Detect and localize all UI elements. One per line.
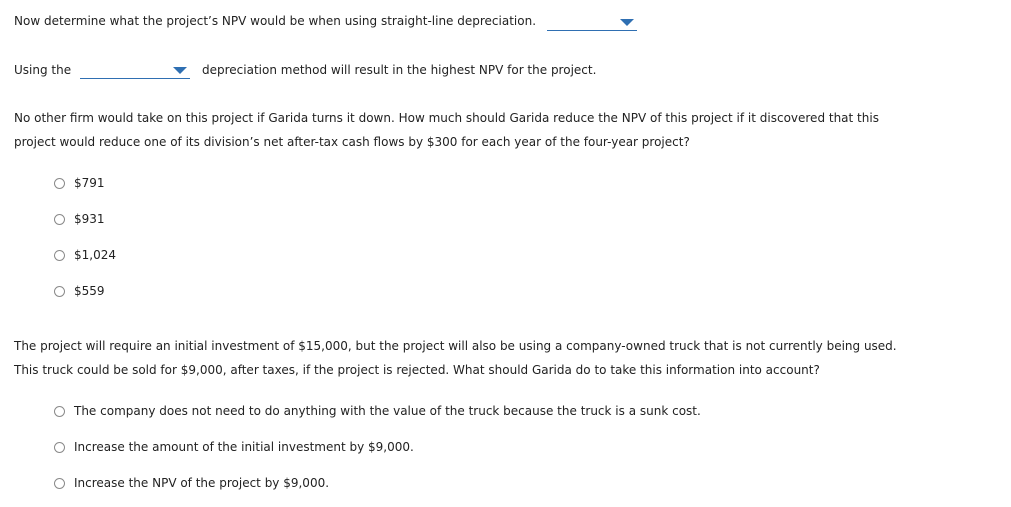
option-label: Increase the NPV of the project by $9,000. xyxy=(74,476,330,490)
q3-option-2[interactable] xyxy=(54,211,105,227)
option-label: $931 xyxy=(74,212,105,226)
option-label: $559 xyxy=(74,284,105,298)
radio-button[interactable] xyxy=(54,406,65,417)
npv-straight-line-dropdown[interactable] xyxy=(547,14,637,31)
q4-option-2[interactable] xyxy=(54,439,414,455)
q4-prompt-line2: This truck could be sold for $9,000, after taxes, if the project is rejected. What should Garida do to take this information into account? xyxy=(14,363,820,377)
option-label: $791 xyxy=(74,176,105,190)
radio-button[interactable] xyxy=(54,178,65,189)
q2-prefix: Using the xyxy=(14,63,72,77)
q3-prompt-line2: project would reduce one of its division’s net after-tax cash flows by $300 for each year of the four-year project? xyxy=(14,135,690,149)
q3-option-4[interactable] xyxy=(54,283,105,299)
q2-suffix: depreciation method will result in the highest NPV for the project. xyxy=(202,63,597,77)
radio-button[interactable] xyxy=(54,286,65,297)
chevron-down-icon xyxy=(620,19,634,26)
radio-button[interactable] xyxy=(54,250,65,261)
radio-button[interactable] xyxy=(54,214,65,225)
q4-option-3[interactable] xyxy=(54,475,329,491)
radio-button[interactable] xyxy=(54,478,65,489)
chevron-down-icon xyxy=(173,67,187,74)
q3-option-3[interactable] xyxy=(54,247,116,263)
radio-button[interactable] xyxy=(54,442,65,453)
option-label: $1,024 xyxy=(74,248,116,262)
option-label: The company does not need to do anything with the value of the truck because the truck is a sunk cost. xyxy=(74,404,701,418)
q1-prompt: Now determine what the project’s NPV would be when using straight-line depreciation. xyxy=(14,14,537,28)
q3-prompt-line1: No other firm would take on this project if Garida turns it down. How much should Garida reduce the NPV of this project if it discovered that this xyxy=(14,111,879,125)
q4-option-1[interactable] xyxy=(54,403,701,419)
option-label: Increase the amount of the initial investment by $9,000. xyxy=(74,440,414,454)
depreciation-method-dropdown[interactable] xyxy=(80,62,190,79)
q3-option-1[interactable] xyxy=(54,175,105,191)
q4-prompt-line1: The project will require an initial investment of $15,000, but the project will also be using a company-owned truck that is not currently being used. xyxy=(14,339,897,353)
